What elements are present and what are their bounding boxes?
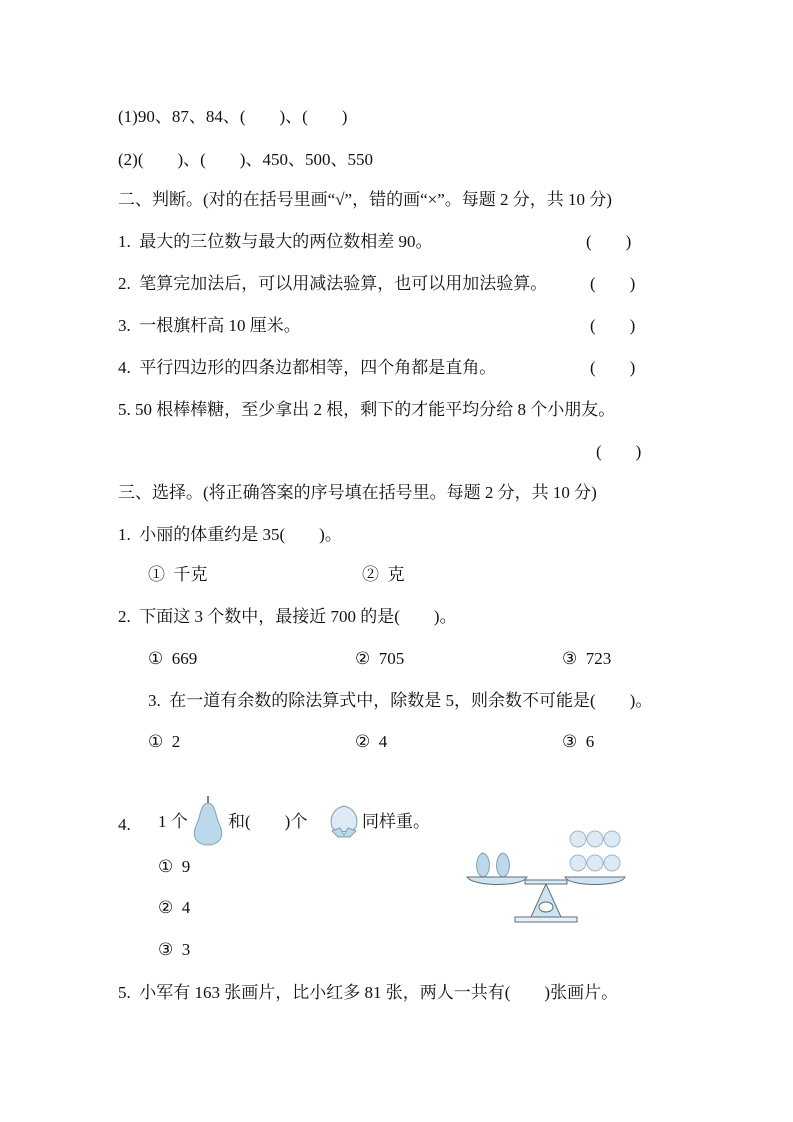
section-2-heading: 二、判断。(对的在括号里画“√”，错的画“×”。每题 2 分，共 10 分) <box>118 190 612 209</box>
judge-item-4: 4. 平行四边形的四条边都相等，四个角都是直角。 <box>118 358 497 377</box>
answer-blank[interactable]: ( ) <box>596 442 642 461</box>
judge-item-1: 1. 最大的三位数与最大的两位数相差 90。 <box>118 232 433 251</box>
question-4-pre: 1 个 <box>158 812 188 831</box>
choice-question-2: 2. 下面这 3 个数中，最接近 700 的是( )。 <box>118 607 457 626</box>
choice-question-5: 5. 小军有 163 张画片，比小红多 81 张，两人一共有( )张画片。 <box>118 983 619 1002</box>
fill-question-2: (2)( )、( )、450、500、550 <box>118 150 373 169</box>
option: ③ 3 <box>158 940 191 959</box>
option: ② 4 <box>158 898 191 917</box>
peach-icon <box>326 803 362 839</box>
answer-blank[interactable]: ( ) <box>590 316 636 335</box>
choice-question-3: 3. 在一道有余数的除法算式中，除数是 5，则余数不可能是( )。 <box>148 691 653 710</box>
option: ② 705 <box>355 649 405 668</box>
option: ③ 6 <box>562 732 595 751</box>
question-4-post: 同样重。 <box>362 812 430 831</box>
option: ① 9 <box>158 857 191 876</box>
option: ② 4 <box>355 732 388 751</box>
option: ③ 723 <box>562 649 612 668</box>
option: ① 2 <box>148 732 181 751</box>
judge-item-5: 5. 50 根棒棒糖，至少拿出 2 根，剩下的才能平均分给 8 个小朋友。 <box>118 400 616 419</box>
option: ① 千克 <box>148 565 208 584</box>
fill-question-1: (1)90、87、84、( )、( ) <box>118 107 348 126</box>
judge-item-3: 3. 一根旗杆高 10 厘米。 <box>118 316 301 335</box>
section-3-heading: 三、选择。(将正确答案的序号填在括号里。每题 2 分，共 10 分) <box>118 483 597 502</box>
pear-icon <box>190 794 226 846</box>
judge-item-2: 2. 笔算完加法后，可以用减法验算，也可以用加法验算。 <box>118 274 548 293</box>
question-4-mid: 和( )个 <box>228 812 308 831</box>
option: ② 克 <box>362 565 405 584</box>
balance-scale-illustration <box>465 825 647 927</box>
answer-blank[interactable]: ( ) <box>590 274 636 293</box>
option: ① 669 <box>148 649 198 668</box>
answer-blank[interactable]: ( ) <box>586 232 632 251</box>
question-4-number: 4. <box>118 815 131 834</box>
choice-question-1: 1. 小丽的体重约是 35( )。 <box>118 525 342 544</box>
answer-blank[interactable]: ( ) <box>590 358 636 377</box>
